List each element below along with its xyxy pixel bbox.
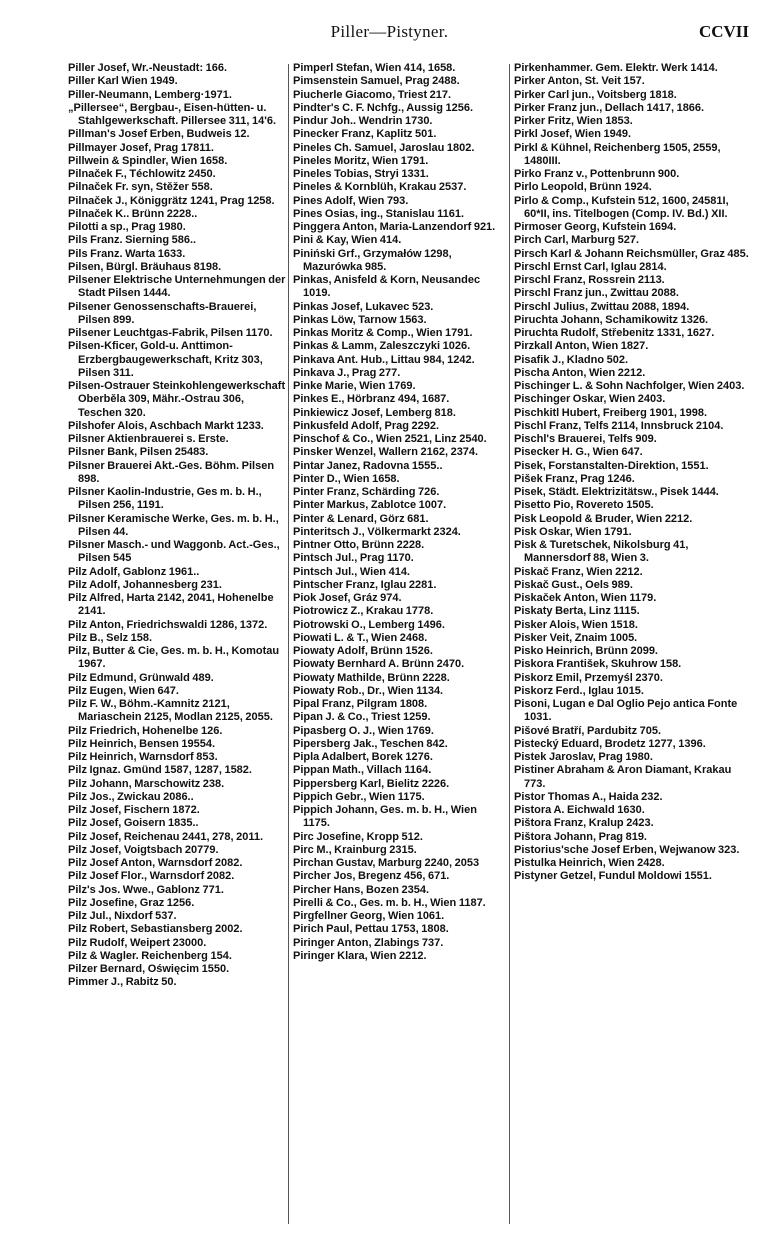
directory-entry: Pistora A. Eichwald 1630. (514, 804, 645, 816)
directory-entry: Pilz, Butter & Cie, Ges. m. b. H., Komotau 1967. (68, 645, 280, 671)
directory-entry: Piowaty Mathilde, Brünn 2228. (293, 671, 450, 684)
directory-entry: Pischinger L. & Sohn Nachfolger, Wien 2403. (514, 380, 745, 392)
running-title: Piller—Pistyner. (330, 22, 449, 41)
directory-entry: Pinkas & Lamm, Zaleszczyki 1026. (293, 340, 471, 353)
directory-entry: Pilsner Kaolin-Industrie, Ges m. b. H., Pilsen 256, 1191. (68, 486, 262, 512)
directory-entry: Pilz Josef, Reichenau 2441, 278, 2011. (68, 830, 264, 843)
directory-entry: Pinkava J., Prag 277. (293, 366, 401, 379)
directory-entry: Pintsch Jul., Prag 1170. (293, 552, 414, 565)
directory-entry: Pilsner Bank, Pilsen 25483. (68, 446, 209, 459)
column-2 (293, 62, 505, 1227)
page-header (0, 22, 779, 48)
directory-entry: Piskorz Emil, Przemyśl 2370. (514, 671, 663, 684)
directory-entry: Pisker Alois, Wien 1518. (514, 618, 638, 631)
directory-entry: Pistecký Eduard, Brodetz 1277, 1396. (514, 737, 706, 750)
directory-entry: Pišové Bratří, Pardubitz 705. (514, 724, 662, 737)
directory-entry: Piller-Neumann, Lemberg·1971. (68, 88, 232, 101)
directory-entry: Pištora Franz, Kralup 2423. (514, 817, 654, 830)
directory-entry: Pirc M., Krainburg 2315. (293, 843, 417, 856)
directory-entry: Pilotti a sp., Prag 1980. (68, 221, 186, 233)
directory-entry: Pines Osias, ing., Stanislau 1161. (293, 207, 465, 220)
directory-entry: Piskaček Anton, Wien 1179. (514, 592, 657, 604)
directory-entry: Pischkitl Hubert, Freiberg 1901, 1998. (514, 406, 708, 419)
directory-entry: Pipersberg Jak., Teschen 842. (293, 737, 448, 750)
directory-entry: Piotrowski O., Lemberg 1496. (293, 618, 445, 631)
directory-entry: Pinkiewicz Josef, Lemberg 818. (293, 406, 456, 419)
directory-entry: Pils Franz. Warta 1633. (68, 247, 186, 260)
directory-entry: Pisek, Städt. Elektrizitätsw., Pisek 1444. (514, 486, 719, 498)
directory-entry: Piowati L. & T., Wien 2468. (293, 631, 428, 644)
directory-entry: Pischl's Brauerei, Telfs 909. (514, 433, 657, 445)
directory-entry: Pilsner Keramische Werke, Ges. m. b. H., Pilsen 44. (68, 512, 279, 538)
directory-entry: Pinsker Wenzel, Wallern 2162, 2374. (293, 446, 479, 459)
directory-entry: Pilzer Bernard, Oświęcim 1550. (68, 963, 230, 975)
directory-entry: Piller Josef, Wr.-Neustadt: 166. (68, 62, 228, 74)
directory-entry: Pištora Johann, Prag 819. (514, 830, 647, 843)
directory-entry: Pilshofer Alois, Aschbach Markt 1233. (68, 419, 264, 432)
directory-entry: Pilsener Genossenschafts-Brauerei, Pilsen 899. (68, 300, 257, 326)
directory-entry: Pirker Fritz, Wien 1853. (514, 115, 633, 127)
column-divider (288, 64, 289, 1224)
directory-entry: Pistek Jaroslav, Prag 1980. (514, 751, 653, 763)
column-1 (68, 62, 286, 1227)
directory-entry: Pirch Carl, Marburg 527. (514, 234, 640, 247)
directory-entry: Pinschof & Co., Wien 2521, Linz 2540. (293, 433, 487, 445)
directory-entry: Pineles Moritz, Wien 1791. (293, 154, 429, 167)
directory-entry: Pineles & Kornblüh, Krakau 2537. (293, 181, 467, 194)
directory-entry: Pilz Johann, Marschowitz 238. (68, 777, 225, 790)
directory-entry: Pirko Franz v., Pottenbrunn 900. (514, 168, 680, 180)
directory-entry: Pilsener Elektrische Unternehmungen der Stadt Pilsen 1444. (68, 274, 286, 300)
directory-entry: Pinkas Löw, Tarnow 1563. (293, 313, 427, 326)
directory-entry: Pilz Edmund, Grünwald 489. (68, 671, 214, 684)
directory-entry: Pilnaček K.. Brünn 2228.. (68, 207, 198, 220)
directory-columns (68, 62, 762, 1232)
directory-entry: Pipan J. & Co., Triest 1259. (293, 711, 431, 724)
directory-entry: Piruchta Johann, Schamikowitz 1326. (514, 313, 709, 326)
directory-entry: Pippich Gebr., Wien 1175. (293, 790, 425, 803)
directory-entry: Piotrowicz Z., Krakau 1778. (293, 605, 434, 618)
directory-entry: Pilz & Wagler. Reichenberg 154. (68, 949, 232, 962)
directory-entry: Pilz Josefine, Graz 1256. (68, 896, 195, 909)
directory-entry: Pinter Franz, Schärding 726. (293, 486, 440, 498)
directory-entry: Pippan Math., Villach 1164. (293, 764, 432, 777)
directory-entry: Pirkl & Kühnel, Reichenberg 1505, 2559, 1480III. (514, 141, 721, 167)
directory-entry: Pisoni, Lugan e Dal Oglio Pejo antica Fonte 1031. (514, 698, 738, 724)
directory-entry: Pircher Hans, Bozen 2354. (293, 883, 430, 896)
directory-entry: Pilsner Aktienbrauerei s. Erste. (68, 433, 229, 445)
directory-entry: Pirker Anton, St. Veit 157. (514, 75, 645, 88)
directory-entry: Pirzkall Anton, Wien 1827. (514, 340, 649, 353)
directory-entry: Pilz B., Selz 158. (68, 631, 153, 644)
directory-entry: Pinkes E., Hörbranz 494, 1687. (293, 393, 450, 406)
directory-entry: Pirchan Gustav, Marburg 2240, 2053 (293, 857, 480, 869)
directory-entry: Piok Josef, Gráz 974. (293, 592, 402, 604)
directory-entry: Piowaty Adolf, Brünn 1526. (293, 645, 433, 657)
directory-entry: Piowaty Rob., Dr., Wien 1134. (293, 684, 444, 697)
directory-entry: Piskaty Berta, Linz 1115. (514, 605, 640, 618)
directory-entry: Pirich Paul, Pettau 1753, 1808. (293, 923, 449, 936)
directory-entry: Pischa Anton, Wien 2212. (514, 366, 646, 379)
directory-entry: Pilz Robert, Sebastiansberg 2002. (68, 923, 243, 936)
directory-entry: Pindter's C. F. Nchfg., Aussig 1256. (293, 101, 474, 114)
directory-entry: Pilz Friedrich, Hohenelbe 126. (68, 724, 223, 737)
directory-entry: Pipal Franz, Pilgram 1808. (293, 698, 428, 710)
directory-entry: Pillman's Josef Erben, Budweis 12. (68, 128, 250, 141)
directory-entry: Pineles Ch. Samuel, Jaroslau 1802. (293, 141, 475, 154)
directory-entry: Pirgfellner Georg, Wien 1061. (293, 910, 445, 922)
directory-entry: Pinkas Moritz & Comp., Wien 1791. (293, 327, 473, 339)
directory-entry: Pines Adolf, Wien 793. (293, 194, 409, 207)
directory-entry: Piskač Gust., Oels 989. (514, 578, 633, 591)
directory-entry: Pillmayer Josef, Prag 17811. (68, 141, 214, 154)
directory-entry: Pilnaček F., Téchlowitz 2450. (68, 168, 216, 180)
directory-entry: Pistyner Getzel, Fundul Moldowi 1551. (514, 870, 712, 883)
directory-entry: Pimsenstein Samuel, Prag 2488. (293, 75, 460, 88)
directory-entry: Pilsner Brauerei Akt.-Ges. Böhm. Pilsen 898. (68, 459, 275, 485)
directory-entry: Pircher Jos, Bregenz 456, 671. (293, 870, 450, 883)
directory-entry: Pisek, Forstanstalten-Direktion, 1551. (514, 459, 709, 472)
directory-entry: Pisk Leopold & Bruder, Wien 2212. (514, 512, 693, 525)
directory-entry: Pirc Josefine, Kropp 512. (293, 830, 423, 843)
directory-entry: Pillwein & Spindler, Wien 1658. (68, 154, 228, 167)
directory-entry: Pilz Eugen, Wien 647. (68, 684, 179, 697)
directory-entry: Pirschl Julius, Zwittau 2088, 1894. (514, 300, 690, 313)
directory-entry: Pintscher Franz, Iglau 2281. (293, 578, 437, 591)
directory-entry: Pilz Heinrich, Bensen 19554. (68, 737, 216, 750)
directory-entry: Pilz Adolf, Johannesberg 231. (68, 578, 222, 591)
directory-entry: Pilz Josef, Goisern 1835.. (68, 817, 199, 830)
directory-entry: Piskač Franz, Wien 2212. (514, 565, 643, 578)
directory-entry: Pineles Tobias, Stryi 1331. (293, 168, 429, 180)
directory-entry: Pistiner Abraham & Aron Diamant, Krakau 773. (514, 764, 732, 790)
directory-entry: Piskorz Ferd., Iglau 1015. (514, 684, 644, 697)
directory-entry: Pinkas Josef, Lukavec 523. (293, 300, 434, 313)
directory-entry: Pistulka Heinrich, Wien 2428. (514, 857, 665, 869)
directory-entry: Pišek Franz, Prag 1246. (514, 472, 635, 485)
directory-entry: Pilz's Jos. Wwe., Gablonz 771. (68, 883, 224, 896)
directory-entry: Pilz Heinrich, Warnsdorf 853. (68, 751, 218, 763)
directory-entry: Pipla Adalbert, Borek 1276. (293, 751, 433, 763)
directory-entry: Pisker Veit, Znaim 1005. (514, 631, 638, 644)
directory-entry: Pinteritsch J., Völkermarkt 2324. (293, 525, 461, 538)
directory-entry: Pirelli & Co., Ges. m. b. H., Wien 1187. (293, 896, 486, 909)
directory-entry: Pinter D., Wien 1658. (293, 472, 400, 485)
directory-entry: Pilnaček Fr. syn, Stěžer 558. (68, 181, 213, 194)
directory-entry: Piowaty Bernhard A. Brünn 2470. (293, 658, 465, 671)
directory-entry: Pilz Adolf, Gablonz 1961.. (68, 565, 200, 578)
directory-entry: Pisetto Pio, Rovereto 1505. (514, 499, 654, 512)
directory-entry: Piringer Klara, Wien 2212. (293, 949, 427, 962)
directory-entry: Pilsen-Kficer, Gold-u. Anttimon-Erzbergbaugewerkschaft, Kritz 303, Pilsen 311. (68, 340, 263, 379)
directory-entry: Pinkusfeld Adolf, Prag 2292. (293, 419, 440, 432)
directory-entry: Pilz Anton, Friedrichswaldi 1286, 1372. (68, 618, 268, 631)
directory-entry: Pilz Alfred, Harta 2142, 2041, Hohenelbe 2141. (68, 592, 274, 618)
directory-entry: Pisko Heinrich, Brünn 2099. (514, 645, 658, 657)
column-3 (514, 62, 752, 1227)
directory-entry: Piruchta Rudolf, Střebenitz 1331, 1627. (514, 327, 715, 339)
page-number: CCVII (698, 22, 749, 41)
directory-entry: Pinkava Ant. Hub., Littau 984, 1242. (293, 353, 475, 366)
directory-entry: Pirker Franz jun., Dellach 1417, 1866. (514, 101, 705, 114)
directory-entry: Piucherle Giacomo, Triest 217. (293, 88, 452, 101)
directory-entry: Pinggera Anton, Maria-Lanzendorf 921. (293, 221, 496, 233)
directory-entry: Pinkas, Anisfeld & Korn, Neusandec 1019. (293, 274, 481, 300)
directory-entry: Pinter & Lenard, Görz 681. (293, 512, 429, 525)
directory-entry: „Pillersee“, Bergbau-, Eisen-hütten- u. Stahlgewerkschaft. Pillersee 311, 14'6. (68, 101, 277, 127)
directory-entry: Pintner Otto, Brünn 2228. (293, 539, 425, 551)
directory-entry: Pilz Josef Anton, Warnsdorf 2082. (68, 857, 243, 869)
directory-entry: Pirker Carl jun., Voitsberg 1818. (514, 88, 677, 101)
directory-entry: Pistorius'sche Josef Erben, Wejwanow 323. (514, 843, 740, 856)
directory-entry: Pilz Josef, Voigtsbach 20779. (68, 843, 219, 856)
directory-entry: Pirschl Franz jun., Zwittau 2088. (514, 287, 679, 300)
directory-entry: Pipasberg O. J., Wien 1769. (293, 724, 434, 737)
directory-entry: Pilnaček J., Königgrätz 1241, Prag 1258. (68, 194, 275, 207)
directory-entry: Pilz Jos., Zwickau 2086.. (68, 790, 194, 803)
directory-entry: Pils Franz. Sierning 586.. (68, 234, 197, 247)
directory-entry: Pini & Kay, Wien 414. (293, 234, 402, 247)
directory-entry: Piniński Grf., Grzymałów 1298, Mazurówka 985. (293, 247, 452, 273)
directory-entry: Pintar Janez, Radovna 1555.. (293, 459, 443, 472)
directory-entry: Pirlo Leopold, Brünn 1924. (514, 181, 652, 194)
directory-entry: Pilz Rudolf, Weipert 23000. (68, 936, 207, 949)
directory-entry: Pisk & Turetschek, Nikolsburg 41, Mannersdorf 88, Wien 3. (514, 539, 689, 565)
directory-entry: Pirkl Josef, Wien 1949. (514, 128, 632, 141)
directory-entry: Pirsch Karl & Johann Reichsmüller, Graz 485. (514, 247, 749, 260)
directory-entry: Pilsen, Bürgl. Bräuhaus 8198. (68, 260, 222, 273)
column-divider (509, 64, 510, 1224)
directory-entry: Pilz Josef, Fischern 1872. (68, 804, 200, 816)
directory-entry: Pilsen-Ostrauer Steinkohlengewerkschaft Oberběla 309, Mähr.-Ostrau 306, Teschen 320. (68, 380, 286, 419)
directory-entry: Pinter Markus, Zablotce 1007. (293, 499, 447, 512)
directory-entry: Pischl Franz, Telfs 2114, Innsbruck 2104. (514, 419, 724, 432)
directory-entry: Pistor Thomas A., Haida 232. (514, 790, 663, 803)
directory-entry: Pinecker Franz, Kaplitz 501. (293, 128, 437, 141)
directory-entry: Pindur Joh.. Wendrin 1730. (293, 115, 433, 127)
directory-entry: Pilz Jul., Nixdorf 537. (68, 910, 177, 922)
directory-entry: Pilsner Masch.- und Waggonb. Act.-Ges., Pilsen 545 (68, 539, 280, 565)
directory-entry: Pischinger Oskar, Wien 2403. (514, 393, 666, 406)
directory-entry: Pirschl Ernst Carl, Iglau 2814. (514, 260, 667, 273)
directory-entry: Pirkenhammer. Gem. Elektr. Werk 1414. (514, 62, 718, 74)
directory-entry: Pilz Josef Flor., Warnsdorf 2082. (68, 870, 235, 883)
directory-entry: Pisecker H. G., Wien 647. (514, 446, 643, 459)
directory-entry: Piringer Anton, Zlabings 737. (293, 936, 444, 949)
directory-entry: Pinke Marie, Wien 1769. (293, 380, 416, 392)
directory-entry: Pimperl Stefan, Wien 414, 1658. (293, 62, 456, 74)
directory-entry: Pippich Johann, Ges. m. b. H., Wien 1175. (293, 804, 477, 830)
directory-entry: Pilz Ignaz. Gmünd 1587, 1287, 1582. (68, 764, 252, 777)
directory-entry: Pirschl Franz, Rossrein 2113. (514, 274, 665, 286)
directory-entry: Pisk Oskar, Wien 1791. (514, 525, 632, 538)
directory-entry: Pirlo & Comp., Kufstein 512, 1600, 24581I, 60*II, ins. Titelbogen (Comp. IV. Bd.) XII. (514, 194, 729, 220)
directory-entry: Pilsener Leuchtgas-Fabrik, Pilsen 1170. (68, 327, 273, 339)
directory-entry: Pisafik J., Kladno 502. (514, 353, 629, 366)
directory-entry: Pimmer J., Rabitz 50. (68, 976, 177, 989)
directory-entry: Pilz F. W., Böhm.-Kamnitz 2121, Mariaschein 2125, Modlan 2125, 2055. (68, 698, 273, 724)
directory-entry: Piller Karl Wien 1949. (68, 75, 178, 88)
directory-entry: Pintsch Jul., Wien 414. (293, 565, 410, 578)
directory-entry: Pirmoser Georg, Kufstein 1694. (514, 221, 677, 233)
directory-entry: Piskora František, Skuhrow 158. (514, 658, 682, 671)
directory-entry: Pippersberg Karl, Bielitz 2226. (293, 777, 450, 790)
